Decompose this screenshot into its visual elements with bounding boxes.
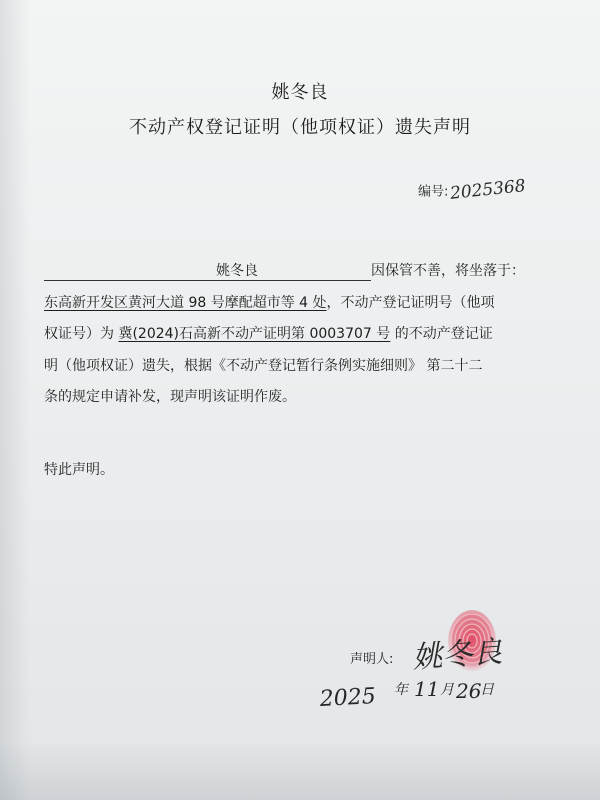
body-line-3 <box>44 319 564 351</box>
page-shadow-bottom <box>0 740 600 800</box>
certificate-number: 冀(2024)石高新不动产证明第 0003707 号 <box>118 326 391 342</box>
date-day-unit: 日 <box>480 682 494 698</box>
declarant-name-title: 姚冬良 <box>271 82 329 103</box>
filled-name: 姚冬良 <box>216 263 258 279</box>
signer-label: 声明人: <box>350 652 394 667</box>
date-year: 2025 <box>319 684 377 712</box>
body-line-1 <box>44 256 564 288</box>
name-blank <box>44 262 371 281</box>
line3-suffix: 的不动产登记证 <box>390 326 493 342</box>
number-value: 2025368 <box>449 176 527 204</box>
date-month: 11 <box>414 677 440 701</box>
handwritten-date <box>318 672 498 720</box>
body-line-2 <box>44 288 564 320</box>
property-location: 东高新开发区黄河大道 98 号摩配超市等 4 处 <box>44 294 327 311</box>
closing-statement: 特此声明。 <box>44 462 114 478</box>
signature-text: 姚冬良 <box>411 634 504 676</box>
number-label: 编号: <box>418 184 449 200</box>
line3-prefix: 权证号）为 <box>44 326 119 342</box>
date-year-unit: 年 <box>394 682 408 698</box>
line2-suffix: ，不动产登记证明号（他项 <box>326 294 495 311</box>
declaration-body <box>44 256 564 414</box>
handwritten-signature <box>406 620 526 680</box>
body-line-4: 明（他项权证）遗失，根据《不动产登记暂行条例实施细则》 第二十二 <box>44 357 483 374</box>
document-title: 不动产权登记证明（他项权证）遗失声明 <box>129 117 471 138</box>
body-line-5: 条的规定申请补发，现声明该证明作废。 <box>44 389 296 405</box>
line1-suffix: 因保管不善，将坐落于： <box>371 263 525 279</box>
document-number <box>418 176 527 204</box>
date-day: 26 <box>456 679 482 703</box>
date-month-unit: 月 <box>440 682 454 698</box>
